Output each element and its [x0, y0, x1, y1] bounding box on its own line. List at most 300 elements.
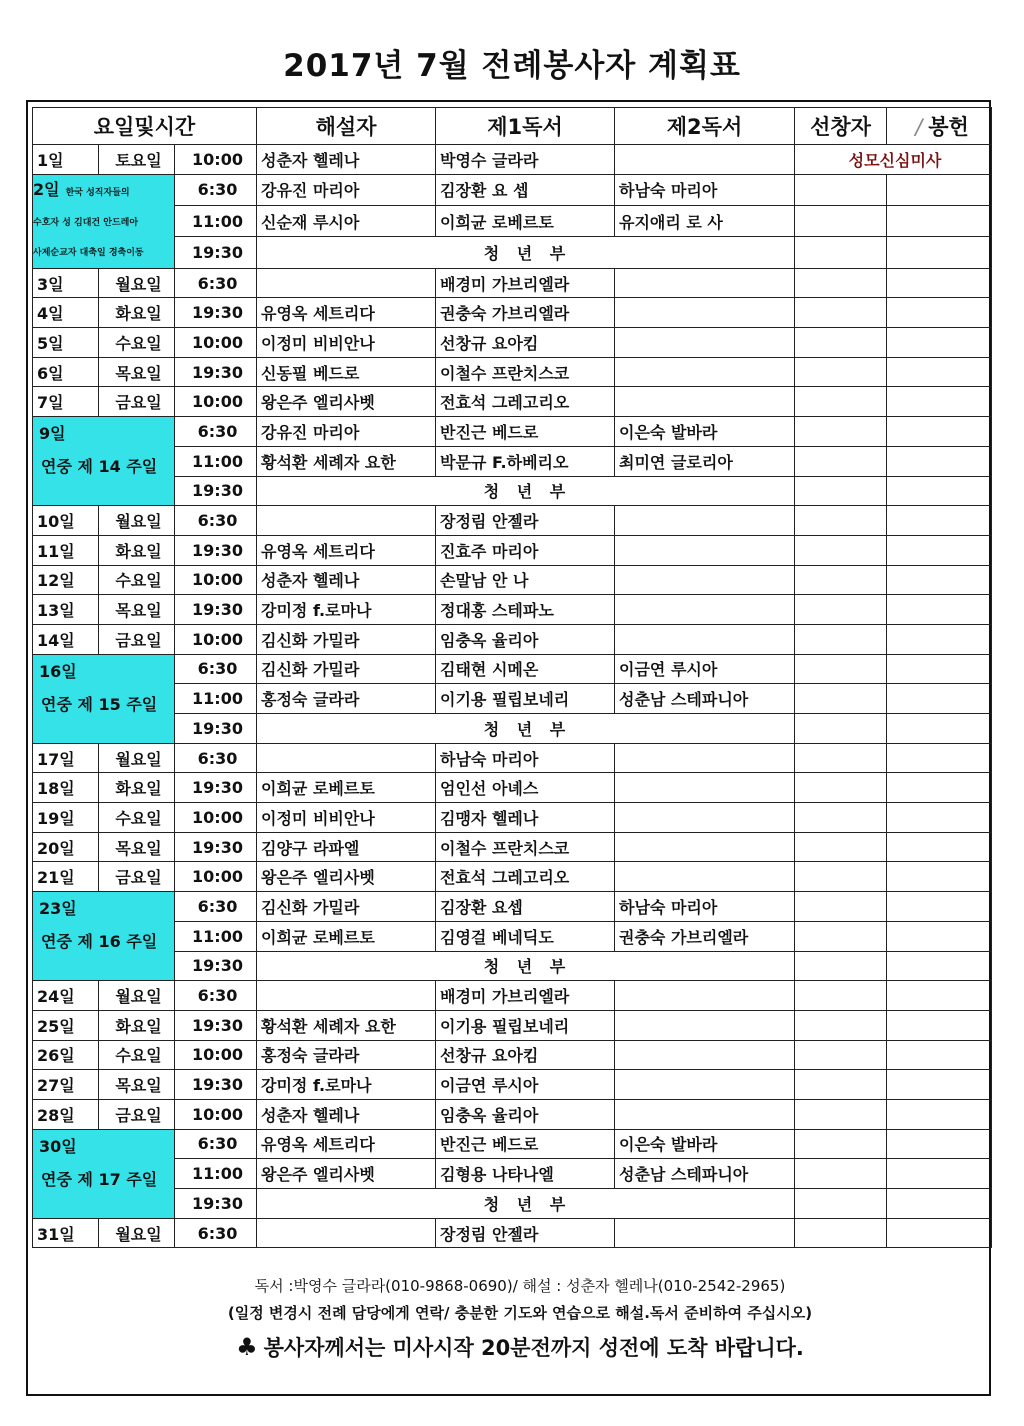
time-cell: 6:30 — [175, 1218, 257, 1248]
table-row — [33, 1189, 992, 1219]
sunday-week: 연중 제 14 주일 — [41, 457, 158, 477]
offering-cell — [887, 654, 992, 684]
weekday-cell: 월요일 — [99, 268, 175, 298]
cantor-cell — [795, 506, 887, 536]
commentator-cell: 신동필 베드로 — [257, 357, 436, 387]
table-row — [33, 714, 992, 744]
time-cell: 19:30 — [175, 237, 257, 268]
offering-cell — [887, 832, 992, 862]
table-row — [33, 535, 992, 565]
reading1-cell: 이철수 프란치스코 — [436, 357, 615, 387]
weekday-cell: 금요일 — [99, 624, 175, 654]
weekday-cell: 금요일 — [99, 862, 175, 892]
commentator-cell: 이희균 로베르토 — [257, 773, 436, 803]
commentator-cell: 김양구 라파엘 — [257, 832, 436, 862]
cantor-cell — [795, 714, 887, 744]
offering-cell — [887, 1129, 992, 1159]
offering-cell — [887, 1040, 992, 1070]
reading2-cell — [615, 535, 795, 565]
header-reading1: 제1독서 — [436, 108, 615, 145]
reading1-cell: 선창규 요아킴 — [436, 328, 615, 358]
table-row — [33, 624, 992, 654]
day-cell: 7일 — [33, 387, 99, 417]
time-cell: 10:00 — [175, 565, 257, 595]
reading2-cell — [615, 145, 795, 175]
commentator-cell: 유영옥 세트리다 — [257, 535, 436, 565]
weekday-cell: 화요일 — [99, 535, 175, 565]
day-cell: 27일 — [33, 1070, 99, 1100]
time-cell: 10:00 — [175, 145, 257, 175]
commentator-cell — [257, 506, 436, 536]
table-row — [33, 1010, 992, 1040]
header-cantor — [795, 108, 887, 145]
reading1-cell: 권충숙 가브리엘라 — [436, 298, 615, 328]
cantor-label: 선창자 — [810, 115, 871, 139]
reading1-cell: 김장환 요 셉 — [436, 174, 615, 205]
reading1-cell: 이희균 로베르토 — [436, 206, 615, 237]
reading2-cell: 유지애리 로 사 — [615, 206, 795, 237]
sunday-day: 9일 — [39, 424, 66, 444]
offering-label: 봉헌 — [928, 115, 969, 139]
sunday-note-text: 한국 성직자들의 — [65, 187, 130, 198]
day-cell: 28일 — [33, 1099, 99, 1129]
reading2-cell — [615, 981, 795, 1011]
time-cell: 19:30 — [175, 1070, 257, 1100]
sunday-cell — [33, 1129, 175, 1218]
reading2-cell — [615, 803, 795, 833]
reading1-cell: 엄인선 아녜스 — [436, 773, 615, 803]
note-line: (일정 변경시 전례 담당에게 연락/ 충분한 기도와 연습으로 해설.독서 준비하여 주십시오) — [227, 1304, 813, 1322]
table-row — [33, 803, 992, 833]
offering-cell — [887, 237, 992, 268]
cantor-cell — [795, 654, 887, 684]
reading2-cell — [615, 1218, 795, 1248]
reading2-cell — [615, 1010, 795, 1040]
offering-cell — [887, 328, 992, 358]
time-cell: 10:00 — [175, 803, 257, 833]
weekday-cell: 화요일 — [99, 298, 175, 328]
weekday-cell: 월요일 — [99, 506, 175, 536]
weekday-cell: 수요일 — [99, 328, 175, 358]
time-cell: 6:30 — [175, 506, 257, 536]
time-cell: 10:00 — [175, 1099, 257, 1129]
reading2-cell — [615, 595, 795, 625]
table-row — [33, 684, 992, 714]
commentator-cell: 강미정 f.로마나 — [257, 1070, 436, 1100]
header-day-time: 요일및시간 — [33, 108, 257, 145]
reading2-cell — [615, 328, 795, 358]
commentator-cell — [257, 1218, 436, 1248]
cantor-cell — [795, 174, 887, 205]
table-row — [33, 268, 992, 298]
offering-cell — [887, 1099, 992, 1129]
sunday-note-text: 수호자 성 김대건 안드레아 — [33, 217, 139, 228]
cantor-cell — [795, 1189, 887, 1219]
reading2-cell: 이은숙 발바라 — [615, 1129, 795, 1159]
commentator-cell: 이정미 비비안나 — [257, 803, 436, 833]
youth-cell: 청 년 부 — [257, 476, 795, 506]
reading1-cell: 장정림 안젤라 — [436, 1218, 615, 1248]
reading2-cell: 성춘남 스테파니아 — [615, 684, 795, 714]
day-cell: 17일 — [33, 743, 99, 773]
cantor-cell — [795, 803, 887, 833]
weekday-cell: 목요일 — [99, 595, 175, 625]
commentator-cell: 강미정 f.로마나 — [257, 595, 436, 625]
reading2-cell — [615, 268, 795, 298]
youth-cell: 청 년 부 — [257, 951, 795, 981]
day-cell: 1일 — [33, 145, 99, 175]
cantor-cell — [795, 951, 887, 981]
commentator-cell: 왕은주 엘리사벳 — [257, 1159, 436, 1189]
table-row — [33, 417, 992, 447]
time-cell: 10:00 — [175, 624, 257, 654]
cantor-cell — [795, 1070, 887, 1100]
reading1-cell: 박영수 글라라 — [436, 145, 615, 175]
cantor-cell — [795, 832, 887, 862]
day-cell: 24일 — [33, 981, 99, 1011]
time-cell: 6:30 — [175, 268, 257, 298]
time-cell: 19:30 — [175, 832, 257, 862]
day-cell: 13일 — [33, 595, 99, 625]
offering-cell — [887, 684, 992, 714]
day-cell: 26일 — [33, 1040, 99, 1070]
reading1-cell: 이기용 필립보네리 — [436, 684, 615, 714]
time-cell: 6:30 — [175, 1129, 257, 1159]
reading2-cell: 이금연 루시아 — [615, 654, 795, 684]
reading1-cell: 김장환 요셉 — [436, 892, 615, 922]
offering-cell — [887, 476, 992, 506]
table-row — [33, 206, 992, 237]
offering-cell — [887, 981, 992, 1011]
table-row — [33, 773, 992, 803]
sunday-note-line — [33, 238, 174, 268]
table-row — [33, 921, 992, 951]
table-row — [33, 832, 992, 862]
reading1-cell: 이기용 필립보네리 — [436, 1010, 615, 1040]
weekday-cell: 월요일 — [99, 743, 175, 773]
header-row — [33, 108, 992, 145]
sunday-week: 연중 제 17 주일 — [41, 1169, 158, 1189]
weekday-cell: 목요일 — [99, 357, 175, 387]
reading2-cell — [615, 565, 795, 595]
day-cell: 11일 — [33, 535, 99, 565]
header-reading2: 제2독서 — [615, 108, 795, 145]
reading2-cell: 성춘남 스테파니아 — [615, 1159, 795, 1189]
commentator-cell: 성춘자 헬레나 — [257, 145, 436, 175]
sunday-note-text: 사제순교자 대축일 경축이동 — [33, 247, 144, 258]
reading2-cell — [615, 624, 795, 654]
commentator-cell: 왕은주 엘리사벳 — [257, 862, 436, 892]
offering-cell — [887, 803, 992, 833]
cantor-cell — [795, 684, 887, 714]
reading1-cell: 임충옥 율리아 — [436, 624, 615, 654]
time-cell: 11:00 — [175, 206, 257, 237]
cantor-cell — [795, 1010, 887, 1040]
time-cell: 6:30 — [175, 174, 257, 205]
sunday-cell — [33, 174, 175, 268]
day-cell: 18일 — [33, 773, 99, 803]
cantor-cell — [795, 921, 887, 951]
offering-cell — [887, 595, 992, 625]
reading1-cell: 정대홍 스테파노 — [436, 595, 615, 625]
reading1-cell: 배경미 가브리엘라 — [436, 981, 615, 1011]
time-cell: 19:30 — [175, 1010, 257, 1040]
reading2-cell — [615, 832, 795, 862]
reading1-cell: 진효주 마리아 — [436, 535, 615, 565]
day-cell: 14일 — [33, 624, 99, 654]
time-cell: 11:00 — [175, 446, 257, 476]
commentator-cell — [257, 268, 436, 298]
offering-cell — [887, 565, 992, 595]
reading2-cell — [615, 1099, 795, 1129]
cantor-cell — [795, 892, 887, 922]
day-cell: 20일 — [33, 832, 99, 862]
offering-cell — [887, 624, 992, 654]
weekday-cell: 수요일 — [99, 803, 175, 833]
reading1-cell: 반진근 베드로 — [436, 1129, 615, 1159]
cantor-cell — [795, 237, 887, 268]
table-row — [33, 1040, 992, 1070]
reading2-cell — [615, 773, 795, 803]
sunday-cell — [33, 417, 175, 506]
weekday-cell: 토요일 — [99, 145, 175, 175]
time-cell: 10:00 — [175, 862, 257, 892]
youth-cell: 청 년 부 — [257, 714, 795, 744]
time-cell: 11:00 — [175, 684, 257, 714]
cantor-cell — [795, 595, 887, 625]
cantor-cell — [795, 387, 887, 417]
cantor-cell — [795, 862, 887, 892]
time-cell: 19:30 — [175, 595, 257, 625]
commentator-cell: 강유진 마리아 — [257, 417, 436, 447]
time-cell: 10:00 — [175, 328, 257, 358]
cantor-cell — [795, 1218, 887, 1248]
day-cell: 21일 — [33, 862, 99, 892]
reading2-cell: 이은숙 발바라 — [615, 417, 795, 447]
day-cell: 31일 — [33, 1218, 99, 1248]
reading2-cell — [615, 357, 795, 387]
commentator-cell — [257, 743, 436, 773]
time-cell: 19:30 — [175, 357, 257, 387]
sunday-cell — [33, 892, 175, 981]
time-cell: 19:30 — [175, 773, 257, 803]
offering-cell — [887, 506, 992, 536]
offering-cell — [887, 892, 992, 922]
weekday-cell: 화요일 — [99, 1010, 175, 1040]
cantor-cell — [795, 535, 887, 565]
header-offering — [887, 108, 992, 145]
cantor-cell — [795, 328, 887, 358]
reading1-cell: 하남숙 마리아 — [436, 743, 615, 773]
reading1-cell: 김형용 나타나엘 — [436, 1159, 615, 1189]
offering-cell — [887, 1010, 992, 1040]
table-row — [33, 387, 992, 417]
day-cell: 25일 — [33, 1010, 99, 1040]
table-row — [33, 237, 992, 268]
reading1-cell: 김영걸 베네딕도 — [436, 921, 615, 951]
reading1-cell: 장정림 안젤라 — [436, 506, 615, 536]
time-cell: 19:30 — [175, 535, 257, 565]
reading1-cell: 이금연 루시아 — [436, 1070, 615, 1100]
cantor-cell — [795, 773, 887, 803]
cantor-cell — [795, 298, 887, 328]
special-mass-cell: 성모신심미사 — [795, 145, 992, 175]
table-row — [33, 357, 992, 387]
time-cell: 6:30 — [175, 743, 257, 773]
time-cell: 10:00 — [175, 1040, 257, 1070]
weekday-cell: 수요일 — [99, 1040, 175, 1070]
table-row — [33, 565, 992, 595]
sunday-cell — [33, 654, 175, 743]
schedule-body — [33, 145, 992, 1248]
commentator-cell: 홍정숙 글라라 — [257, 1040, 436, 1070]
reading2-cell — [615, 1070, 795, 1100]
reading1-cell: 전효석 그레고리오 — [436, 387, 615, 417]
table-row — [33, 1070, 992, 1100]
table-row — [33, 476, 992, 506]
reading1-cell: 김맹자 헬레나 — [436, 803, 615, 833]
club-icon: ♣ — [236, 1333, 258, 1361]
reading1-cell: 손말남 안 나 — [436, 565, 615, 595]
reading1-cell: 임충옥 율리아 — [436, 1099, 615, 1129]
reading2-cell — [615, 862, 795, 892]
reading2-cell — [615, 506, 795, 536]
commentator-cell: 성춘자 헬레나 — [257, 565, 436, 595]
sunday-note-line — [33, 208, 174, 238]
offering-cell — [887, 446, 992, 476]
reading2-cell: 권충숙 가브리엘라 — [615, 921, 795, 951]
day-cell: 4일 — [33, 298, 99, 328]
offering-cell — [887, 773, 992, 803]
table-row — [33, 145, 992, 175]
weekday-cell: 화요일 — [99, 773, 175, 803]
sunday-day: 23일 — [39, 899, 77, 919]
reading2-cell — [615, 387, 795, 417]
time-cell: 10:00 — [175, 387, 257, 417]
time-cell: 11:00 — [175, 1159, 257, 1189]
reading1-cell: 선창규 요아킴 — [436, 1040, 615, 1070]
offering-cell — [887, 387, 992, 417]
commentator-cell: 김신화 가밀라 — [257, 892, 436, 922]
offering-cell — [887, 1070, 992, 1100]
commentator-cell: 유영옥 세트리다 — [257, 1129, 436, 1159]
table-row — [33, 595, 992, 625]
cantor-cell — [795, 1159, 887, 1189]
sunday-note-line — [33, 175, 174, 208]
commentator-cell: 김신화 가밀라 — [257, 654, 436, 684]
offering-cell — [887, 417, 992, 447]
time-cell: 19:30 — [175, 298, 257, 328]
offering-cell — [887, 714, 992, 744]
reading2-cell: 하남숙 마리아 — [615, 892, 795, 922]
commentator-cell: 성춘자 헬레나 — [257, 1099, 436, 1129]
table-row — [33, 174, 992, 205]
header-commentator: 해설자 — [257, 108, 436, 145]
commentator-cell: 왕은주 엘리사벳 — [257, 387, 436, 417]
time-cell: 19:30 — [175, 1189, 257, 1219]
cantor-cell — [795, 476, 887, 506]
table-row — [33, 506, 992, 536]
commentator-cell: 황석환 세례자 요한 — [257, 1010, 436, 1040]
commentator-cell: 황석환 세례자 요한 — [257, 446, 436, 476]
header-slash: / — [915, 115, 923, 139]
contact-line: 독서 :박영수 글라라(010-9868-0690)/ 해설 : 성춘자 헬레나(010-2542-2965) — [254, 1277, 786, 1295]
table-row — [33, 1129, 992, 1159]
offering-cell — [887, 298, 992, 328]
offering-cell — [887, 268, 992, 298]
cantor-cell — [795, 206, 887, 237]
weekday-cell: 수요일 — [99, 565, 175, 595]
youth-cell: 청 년 부 — [257, 237, 795, 268]
reading1-cell: 반진근 베드로 — [436, 417, 615, 447]
table-row — [33, 743, 992, 773]
reading2-cell — [615, 1040, 795, 1070]
reading2-cell — [615, 743, 795, 773]
cantor-cell — [795, 743, 887, 773]
cantor-cell — [795, 268, 887, 298]
weekday-cell: 금요일 — [99, 1099, 175, 1129]
reading1-cell: 박문규 F.하베리오 — [436, 446, 615, 476]
day-cell: 12일 — [33, 565, 99, 595]
time-cell: 6:30 — [175, 981, 257, 1011]
youth-cell: 청 년 부 — [257, 1189, 795, 1219]
offering-cell — [887, 921, 992, 951]
sunday-week: 연중 제 16 주일 — [41, 932, 158, 952]
day-cell: 6일 — [33, 357, 99, 387]
time-cell: 19:30 — [175, 476, 257, 506]
offering-cell — [887, 174, 992, 205]
cantor-cell — [795, 446, 887, 476]
sunday-day: 16일 — [39, 661, 77, 681]
table-row — [33, 862, 992, 892]
commentator-cell: 홍정숙 글라라 — [257, 684, 436, 714]
offering-cell — [887, 862, 992, 892]
commentator-cell — [257, 981, 436, 1011]
time-cell: 19:30 — [175, 714, 257, 744]
table-row — [33, 1159, 992, 1189]
reading2-cell: 하남숙 마리아 — [615, 174, 795, 205]
weekday-cell: 금요일 — [99, 387, 175, 417]
commentator-cell: 신순재 루시아 — [257, 206, 436, 237]
arrival-text: 봉사자께서는 미사시작 20분전까지 성전에 도착 바랍니다. — [263, 1336, 804, 1360]
day-cell: 3일 — [33, 268, 99, 298]
cantor-cell — [795, 565, 887, 595]
offering-cell — [887, 743, 992, 773]
weekday-cell: 목요일 — [99, 1070, 175, 1100]
day-cell: 10일 — [33, 506, 99, 536]
offering-cell — [887, 951, 992, 981]
cantor-cell — [795, 417, 887, 447]
table-row — [33, 328, 992, 358]
weekday-cell: 월요일 — [99, 1218, 175, 1248]
schedule-table — [32, 107, 992, 1248]
table-row — [33, 446, 992, 476]
reading1-cell: 전효석 그레고리오 — [436, 862, 615, 892]
weekday-cell: 월요일 — [99, 981, 175, 1011]
commentator-cell: 이희균 로베르토 — [257, 921, 436, 951]
sunday-day: 30일 — [39, 1136, 77, 1156]
sunday-day: 2일 — [33, 179, 60, 199]
page-title: 2017년 7월 전례봉사자 계획표 — [283, 48, 741, 84]
arrival-line — [0, 1332, 1024, 1362]
sunday-week: 연중 제 15 주일 — [41, 694, 158, 714]
reading2-cell — [615, 298, 795, 328]
table-row — [33, 892, 992, 922]
table-row — [33, 951, 992, 981]
time-cell: 11:00 — [175, 921, 257, 951]
offering-cell — [887, 206, 992, 237]
offering-cell — [887, 1189, 992, 1219]
